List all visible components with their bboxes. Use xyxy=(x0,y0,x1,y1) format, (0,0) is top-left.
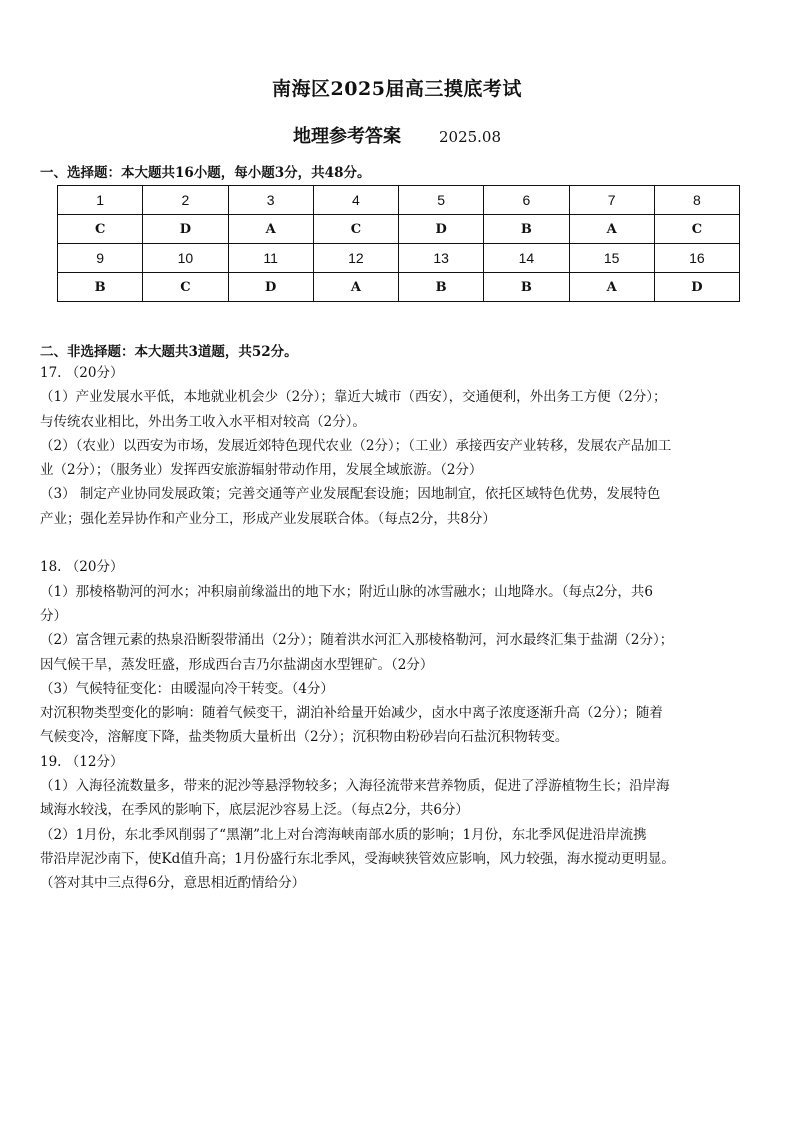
exam-date: 2025.08 xyxy=(438,128,502,146)
q19-line: 带沿岸泥沙南下，使Kd值升高；1月份盛行东北季风，受海峡狭管效应影响，风力较强，海水搅动更明显。 xyxy=(40,850,675,867)
question-number: 15 xyxy=(569,244,654,273)
q17-line: （2）（农业）以西安为市场，发展近郊特色现代农业（2分）；（工业）承接西安产业转移，发展农产品加工 xyxy=(40,437,672,454)
answer-letter: A xyxy=(569,215,654,244)
answer-letter: D xyxy=(654,273,739,302)
answer-letter: C xyxy=(58,215,143,244)
answer-letter: D xyxy=(143,215,228,244)
answer-body xyxy=(40,361,770,896)
question-number: 7 xyxy=(569,186,654,215)
section2-heading: 二、非选择题：本大题共3道题，共52分。 xyxy=(40,344,298,360)
q18-line: （1）那棱格勒河的河水；冲积扇前缘溢出的地下水；附近山脉的冰雪融水；山地降水。（每点2分，共6 xyxy=(40,583,654,600)
question-number: 10 xyxy=(143,244,228,273)
answer-letter: C xyxy=(143,273,228,302)
q18-line: 对沉积物类型变化的影响：随着气候变干，湖泊补给量开始减少，卤水中离子浓度逐渐升高（2分）；随着 xyxy=(40,705,663,722)
answer-letter: B xyxy=(399,273,484,302)
question-number: 16 xyxy=(654,244,739,273)
q19-line: （答对其中三点得6分，意思相近酌情给分） xyxy=(40,875,306,892)
section1-heading: 一、选择题：本大题共16小题，每小题3分，共48分。 xyxy=(40,165,371,181)
q18-line: （2）富含锂元素的热泉沿断裂带涌出（2分）；随着洪水河汇入那棱格勒河，河水最终汇集于盐湖（2分）； xyxy=(40,632,674,649)
answer-letter: C xyxy=(654,215,739,244)
question-number: 11 xyxy=(228,244,313,273)
answer-letter: C xyxy=(313,215,398,244)
q17-line: 产业；强化差异协作和产业分工，形成产业发展联合体。（每点2分，共8分） xyxy=(40,510,496,527)
q17-line: 业（2分）；（服务业）发挥西安旅游辐射带动作用，发展全域旅游。（2分） xyxy=(40,462,483,479)
q18-header: 18. （20分） xyxy=(40,559,124,576)
q18-line: 因气候干旱，蒸发旺盛，形成西台吉乃尔盐湖卤水型锂矿。（2分） xyxy=(40,656,434,673)
answer-title xyxy=(0,122,794,148)
q17-line: （1）产业发展水平低，本地就业机会少（2分）；靠近大城市（西安），交通便利，外出务工方便（2分）； xyxy=(40,389,667,406)
table-row xyxy=(58,273,740,302)
table-row xyxy=(58,215,740,244)
question-number: 1 xyxy=(58,186,143,215)
question-number: 6 xyxy=(484,186,569,215)
question-number: 2 xyxy=(143,186,228,215)
answer-letter: D xyxy=(399,215,484,244)
blank-line xyxy=(40,531,770,555)
q19-header: 19. （12分） xyxy=(40,753,124,770)
q17-line: （3） 制定产业协同发展政策；完善交通等产业发展配套设施；因地制宜，依托区域特色优势，发展特色 xyxy=(40,486,661,503)
question-number: 12 xyxy=(313,244,398,273)
q17-line: 与传统农业相比，外出务工收入水平相对较高（2分）。 xyxy=(40,413,366,430)
q19-line: 域海水较浅，在季风的影响下，底层泥沙容易上泛。（每点2分，共6分） xyxy=(40,802,469,819)
exam-title: 南海区2025届高三摸底考试 xyxy=(272,78,522,100)
subject-title: 地理参考答案 xyxy=(292,126,401,147)
table-row xyxy=(58,186,740,215)
answer-letter: D xyxy=(228,273,313,302)
q18-line: （3）气候特征变化：由暖湿向冷干转变。（4分） xyxy=(40,680,334,697)
answer-letter: A xyxy=(313,273,398,302)
q18-line: 分） xyxy=(40,607,67,624)
answer-letter: B xyxy=(484,215,569,244)
answer-letter: B xyxy=(484,273,569,302)
q18-line: 气候变冷，溶解度下降，盐类物质大量析出（2分）；沉积物由粉砂岩向石盐沉积物转变。 xyxy=(40,729,569,746)
question-number: 8 xyxy=(654,186,739,215)
q19-line: （2）1月份，东北季风削弱了“黑潮”北上对台湾海峡南部水质的影响；1月份，东北季风促进沿岸流携 xyxy=(40,826,647,843)
choice-answer-table xyxy=(57,185,740,302)
q19-line: （1）入海径流数量多，带来的泥沙等悬浮物较多；入海径流带来营养物质，促进了浮游植物生长；沿岸海 xyxy=(40,778,670,795)
answer-letter: A xyxy=(228,215,313,244)
question-number: 4 xyxy=(313,186,398,215)
answer-letter: B xyxy=(58,273,143,302)
q17-header: 17. （20分） xyxy=(40,365,124,381)
question-number: 5 xyxy=(399,186,484,215)
answer-letter: A xyxy=(569,273,654,302)
question-number: 13 xyxy=(399,244,484,273)
question-number: 14 xyxy=(484,244,569,273)
question-number: 3 xyxy=(228,186,313,215)
table-row xyxy=(58,244,740,273)
question-number: 9 xyxy=(58,244,143,273)
